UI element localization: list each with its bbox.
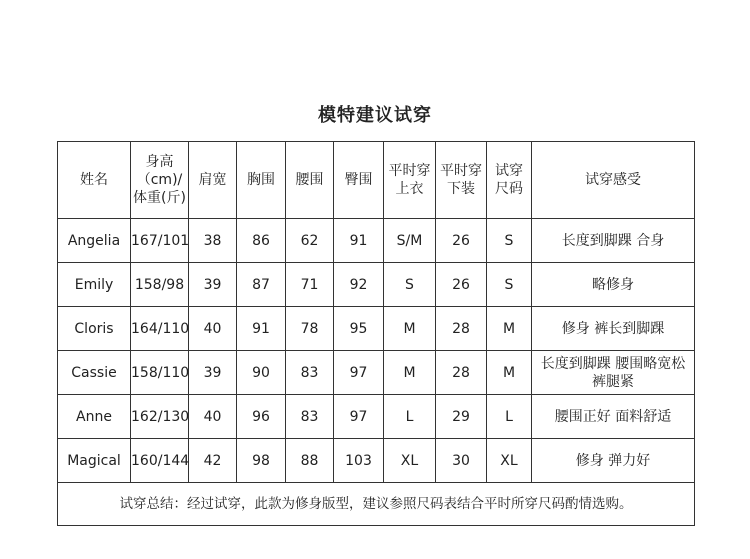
feeling-line: 修身 弹力好 [575,452,651,469]
cell-waist: 88 [286,439,334,483]
cell-top: L [384,395,436,439]
cell-hw: 158/110 [131,351,189,395]
cell-chest: 91 [237,307,286,351]
cell-feeling [532,263,695,307]
cell-top: M [384,351,436,395]
cell-bottom: 26 [436,219,487,263]
cell-hw: 162/130 [131,395,189,439]
cell-waist: 83 [286,351,334,395]
cell-top: S [384,263,436,307]
column-header-line: 平时穿 [440,163,482,179]
column-header-line: 试穿感受 [585,172,641,188]
column-header-line: 体重(斤) [133,190,186,206]
cell-hip: 97 [334,395,384,439]
column-header-shoulder [189,142,237,219]
cell-shoulder: 38 [189,219,237,263]
cell-top: XL [384,439,436,483]
cell-waist: 62 [286,219,334,263]
cell-hw: 160/144 [131,439,189,483]
cell-shoulder: 40 [189,307,237,351]
column-header-line: 上衣 [395,181,424,197]
column-header-fit-feeling [532,142,695,219]
column-header-usual-top [384,142,436,219]
cell-hip: 103 [334,439,384,483]
table-row [58,219,695,263]
column-header-line: （cm)/ [136,172,183,188]
cell-shoulder: 42 [189,439,237,483]
column-header-usual-bottom [436,142,487,219]
cell-chest: 96 [237,395,286,439]
cell-hip: 97 [334,351,384,395]
column-header-chest [237,142,286,219]
column-header-line: 肩宽 [198,172,227,188]
cell-chest: 98 [237,439,286,483]
column-header-line: 臀围 [344,172,373,188]
cell-feeling [532,439,695,483]
cell-shoulder: 40 [189,395,237,439]
cell-top: M [384,307,436,351]
cell-size: S [487,263,532,307]
cell-waist: 71 [286,263,334,307]
column-header-line: 胸围 [247,172,275,188]
feeling-line: 腰围正好 面料舒适 [554,408,672,425]
cell-feeling [532,307,695,351]
column-header-line: 试穿 [495,163,523,179]
cell-top: S/M [384,219,436,263]
cell-name: Magical [58,439,131,483]
cell-feeling [532,351,695,395]
cell-waist: 78 [286,307,334,351]
cell-chest: 87 [237,263,286,307]
cell-hw: 164/110 [131,307,189,351]
cell-feeling [532,219,695,263]
cell-size: L [487,395,532,439]
cell-name: Emily [58,263,131,307]
cell-name: Angelia [58,219,131,263]
cell-hip: 92 [334,263,384,307]
table-row [58,351,695,395]
feeling-line: 长度到脚踝 合身 [561,232,665,249]
cell-shoulder: 39 [189,263,237,307]
cell-name: Anne [58,395,131,439]
feeling-line: 长度到脚踝 腰围略宽松 [540,355,686,372]
cell-feeling [532,395,695,439]
cell-size: XL [487,439,532,483]
column-header-height-weight [131,142,189,219]
cell-hw: 167/101 [131,219,189,263]
feeling-line: 略修身 [592,276,634,293]
column-header-line: 尺码 [495,181,523,197]
cell-size: M [487,307,532,351]
cell-hip: 91 [334,219,384,263]
feeling-line: 修身 裤长到脚踝 [561,320,665,337]
cell-bottom: 28 [436,307,487,351]
table-row [58,395,695,439]
page-title: 模特建议试穿 [318,105,432,126]
cell-chest: 90 [237,351,286,395]
cell-bottom: 29 [436,395,487,439]
cell-name: Cloris [58,307,131,351]
summary-cell: 试穿总结：经过试穿，此款为修身版型，建议参照尺码表结合平时所穿尺码酌情选购。 [58,483,695,526]
cell-bottom: 30 [436,439,487,483]
column-header-line: 下装 [447,181,475,197]
cell-chest: 86 [237,219,286,263]
column-header-line: 身高 [145,154,174,170]
cell-hw: 158/98 [131,263,189,307]
column-header-name [58,142,131,219]
cell-hip: 95 [334,307,384,351]
feeling-line: 裤腿紧 [592,373,634,390]
summary-row [58,483,695,526]
cell-waist: 83 [286,395,334,439]
cell-shoulder: 39 [189,351,237,395]
column-header-line: 平时穿 [388,163,431,179]
table-row [58,263,695,307]
column-header-line: 腰围 [295,172,324,188]
column-header-waist [286,142,334,219]
column-header-fit-size [487,142,532,219]
table-row [58,307,695,351]
model-fitting-table [57,141,695,526]
cell-bottom: 28 [436,351,487,395]
header-row [58,142,695,219]
cell-bottom: 26 [436,263,487,307]
column-header-line: 姓名 [80,172,108,188]
cell-size: M [487,351,532,395]
cell-name: Cassie [58,351,131,395]
column-header-hip [334,142,384,219]
table-row [58,439,695,483]
cell-size: S [487,219,532,263]
